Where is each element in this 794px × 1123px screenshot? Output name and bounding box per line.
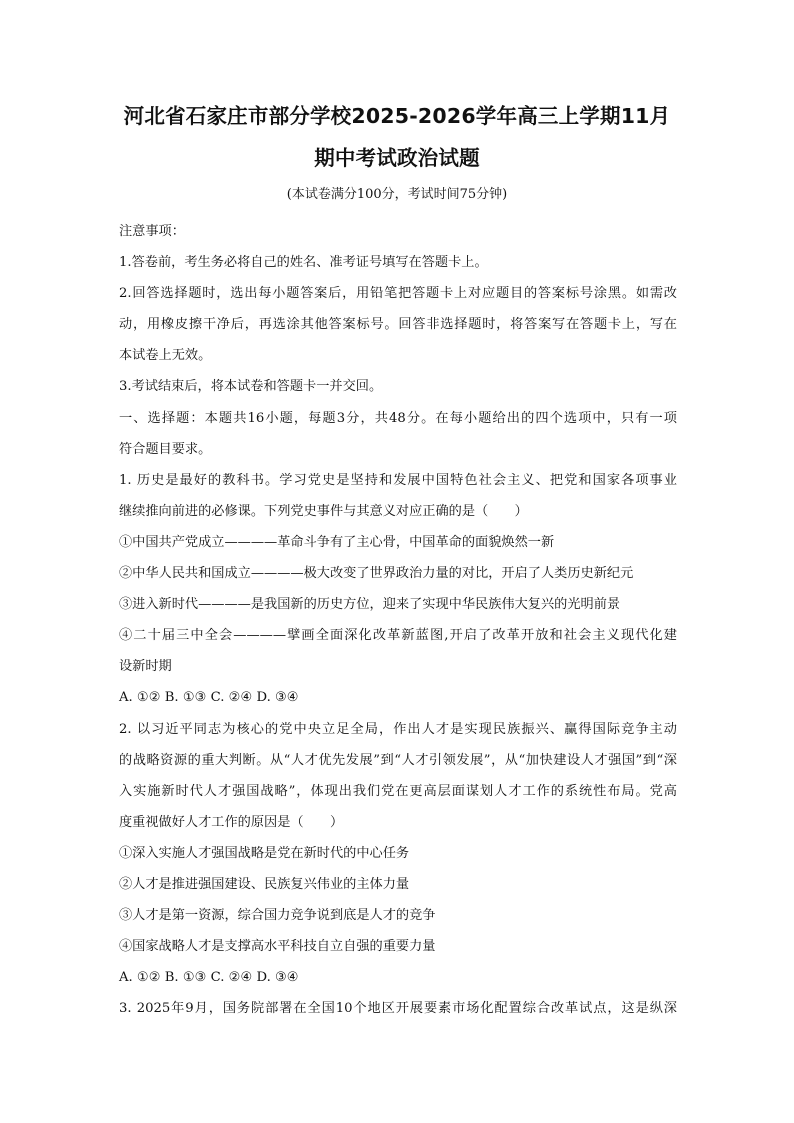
document-body: [119, 216, 677, 1024]
text-line: ①中国共产党成立————革命斗争有了主心骨，中国革命的面貌焕然一新: [119, 534, 555, 550]
document-title-line-1: 河北省石家庄市部分学校2025-2026学年高三上学期11月: [123, 104, 671, 128]
text-line: 入实施新时代人才强国战略”，体现出我们党在更高层面谋划人才工作的系统性布局。党高: [119, 783, 677, 799]
text-line: 3. 2025年9月，国务院部署在全国10个地区开展要素市场化配置综合改革试点，这是纵深: [119, 1001, 677, 1017]
text-line: 设新时期: [119, 659, 172, 675]
text-line: 3.考试结束后，将本试卷和答题卡一并交回。: [119, 379, 383, 395]
exam-info: (本试卷满分100分，考试时间75分钟): [286, 187, 508, 202]
text-line: 度重视做好人才工作的原因是（ ）: [119, 814, 344, 830]
text-line: A. ①② B. ①③ C. ②④ D. ③④: [119, 690, 299, 706]
text-line: ②中华人民共和国成立————极大改变了世界政治力量的对比，开启了人类历史新纪元: [119, 566, 634, 582]
text-line: ②人才是推进强国建设、民族复兴伟业的主体力量: [119, 876, 410, 892]
text-line: 本试卷上无效。: [119, 348, 212, 364]
text-line: 注意事项：: [119, 224, 185, 239]
text-line: ①深入实施人才强国战略是党在新时代的中心任务: [119, 845, 410, 861]
text-line: ③进入新时代————是我国新的历史方位，迎来了实现中华民族伟大复兴的光明前景: [119, 597, 621, 613]
text-line: 符合题目要求。: [119, 441, 212, 457]
text-line: 1.答卷前，考生务必将自己的姓名、准考证号填写在答题卡上。: [119, 255, 488, 271]
text-line: 的战略资源的重大判断。从“人才优先发展”到“人才引领发展”，从“加快建设人才强国”到“深: [119, 752, 677, 768]
text-line: 2.回答选择题时，选出每小题答案后，用铅笔把答题卡上对应题目的答案标号涂黑。如需改: [119, 286, 677, 302]
text-line: ④国家战略人才是支撑高水平科技自立自强的重要力量: [119, 939, 436, 955]
text-line: 继续推向前进的必修课。下列党史事件与其意义对应正确的是（ ）: [119, 503, 528, 519]
text-line: 动，用橡皮擦干净后，再选涂其他答案标号。回答非选择题时，将答案写在答题卡上，写在: [119, 317, 677, 333]
text-line: A. ①② B. ①③ C. ②④ D. ③④: [119, 970, 299, 986]
text-line: ③人才是第一资源，综合国力竞争说到底是人才的竞争: [119, 908, 436, 924]
document-title-line-2: 期中考试政治试题: [314, 146, 480, 170]
text-line: ④二十届三中全会————擘画全面深化改革新蓝图,开启了改革开放和社会主义现代化建: [119, 628, 677, 644]
text-line: 一、选择题：本题共16小题，每题3分，共48分。在每小题给出的四个选项中，只有一项: [119, 410, 677, 426]
text-line: 2. 以习近平同志为核心的党中央立足全局，作出人才是实现民族振兴、赢得国际竞争主动: [119, 721, 677, 737]
text-line: 1. 历史是最好的教科书。学习党史是坚持和发展中国特色社会主义、把党和国家各项事业: [119, 472, 677, 488]
